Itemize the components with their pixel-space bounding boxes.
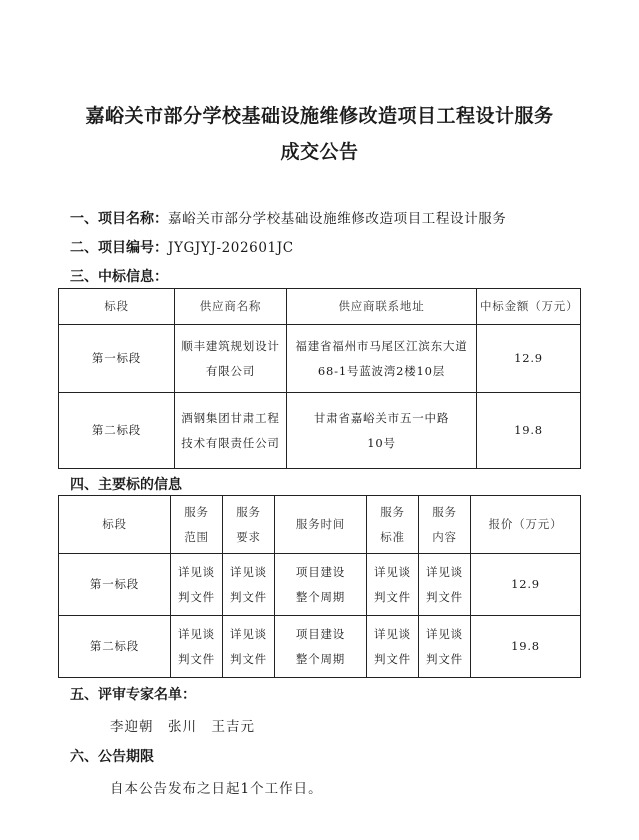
- cell-line: 判文件: [426, 651, 463, 666]
- cell-line: 判文件: [178, 589, 215, 604]
- amount-cell: 12.9: [477, 325, 581, 393]
- header-service-content: [419, 496, 471, 554]
- cell-line: 范围: [184, 529, 209, 544]
- standard-cell: [367, 554, 419, 616]
- cell-line: 要求: [236, 529, 261, 544]
- supplier-address-cell: [287, 393, 477, 469]
- cell-line: 判文件: [178, 651, 215, 666]
- lot-cell: 第一标段: [59, 325, 175, 393]
- scope-cell: [171, 616, 223, 678]
- cell-line: 详见谈: [178, 626, 215, 641]
- cell-line: 整个周期: [295, 589, 346, 604]
- section-project-name: [70, 207, 506, 228]
- cell-line: 酒钢集团甘肃工程: [181, 410, 280, 425]
- lot-cell: 第一标段: [59, 554, 171, 616]
- table-row: [59, 616, 581, 678]
- cell-line: 技术有限责任公司: [181, 435, 280, 450]
- section-label: 一、项目名称：: [70, 211, 168, 227]
- table-header-row: [59, 289, 581, 325]
- time-cell: [275, 616, 367, 678]
- table-header-row: [59, 496, 581, 554]
- cell-line: 详见谈: [374, 564, 411, 579]
- section-label: 二、项目编号：: [70, 240, 168, 256]
- project-number-value: JYGJYJ-202601JC: [168, 240, 294, 256]
- header-service-requirement: [223, 496, 275, 554]
- cell-line: 判文件: [374, 651, 411, 666]
- cell-line: 福建省福州市马尾区江滨东大道: [295, 338, 468, 353]
- cell-line: 内容: [432, 529, 457, 544]
- header-price: 报价（万元）: [471, 496, 581, 554]
- lot-cell: 第二标段: [59, 616, 171, 678]
- cell-line: 项目建设: [295, 626, 346, 641]
- requirement-cell: [223, 616, 275, 678]
- cell-line: 服务: [236, 504, 261, 519]
- cell-line: 判文件: [426, 589, 463, 604]
- document-title: 嘉峪关市部分学校基础设施维修改造项目工程设计服务: [85, 105, 554, 127]
- cell-line: 服务: [432, 504, 457, 519]
- cell-line: 详见谈: [230, 564, 267, 579]
- cell-line: 整个周期: [295, 651, 346, 666]
- cell-line: 标准: [380, 529, 405, 544]
- price-cell: 19.8: [471, 616, 581, 678]
- document-subtitle: 成交公告: [280, 141, 359, 163]
- cell-line: 服务: [380, 504, 405, 519]
- cell-line: 详见谈: [178, 564, 215, 579]
- content-cell: [419, 616, 471, 678]
- project-name-value: 嘉峪关市部分学校基础设施维修改造项目工程设计服务: [168, 211, 507, 227]
- cell-line: 详见谈: [426, 564, 463, 579]
- standard-cell: [367, 616, 419, 678]
- cell-line: 项目建设: [295, 564, 346, 579]
- requirement-cell: [223, 554, 275, 616]
- cell-line: 判文件: [230, 651, 267, 666]
- expert-names: 李迎朝 张川 王吉元: [110, 719, 255, 735]
- supplier-name-cell: [175, 393, 287, 469]
- cell-line: 68-1号蓝波湾2楼10层: [317, 363, 446, 378]
- supplier-address-cell: [287, 325, 477, 393]
- cell-line: 判文件: [374, 589, 411, 604]
- scope-cell: [171, 554, 223, 616]
- subject-table: [58, 495, 581, 678]
- time-cell: [275, 554, 367, 616]
- header-award-amount: 中标金额（万元）: [477, 289, 581, 325]
- cell-line: 详见谈: [426, 626, 463, 641]
- cell-line: 10号: [367, 435, 396, 450]
- amount-cell: 19.8: [477, 393, 581, 469]
- cell-line: 甘肃省嘉峪关市五一中路: [313, 410, 450, 425]
- section-notice-period: 六、公告期限: [70, 749, 154, 765]
- supplier-name-cell: [175, 325, 287, 393]
- section-award-info: 三、中标信息：: [70, 269, 168, 285]
- cell-line: 有限公司: [205, 363, 256, 378]
- award-table: [58, 288, 581, 469]
- header-supplier-name: 供应商名称: [175, 289, 287, 325]
- header-service-time: 服务时间: [275, 496, 367, 554]
- notice-period-text: 自本公告发布之日起1个工作日。: [110, 781, 323, 797]
- cell-line: 判文件: [230, 589, 267, 604]
- content-cell: [419, 554, 471, 616]
- cell-line: 顺丰建筑规划设计: [181, 338, 280, 353]
- header-service-scope: [171, 496, 223, 554]
- header-service-standard: [367, 496, 419, 554]
- lot-cell: 第二标段: [59, 393, 175, 469]
- section-expert-list: 五、评审专家名单：: [70, 687, 196, 703]
- cell-line: 服务: [184, 504, 209, 519]
- table-row: [59, 325, 581, 393]
- table-row: [59, 554, 581, 616]
- table-row: [59, 393, 581, 469]
- section-subject-info: 四、主要标的信息: [70, 477, 182, 493]
- cell-line: 详见谈: [374, 626, 411, 641]
- section-project-number: [70, 237, 294, 257]
- cell-line: 详见谈: [230, 626, 267, 641]
- header-lot: 标段: [59, 496, 171, 554]
- header-lot: 标段: [59, 289, 175, 325]
- header-supplier-address: 供应商联系地址: [287, 289, 477, 325]
- price-cell: 12.9: [471, 554, 581, 616]
